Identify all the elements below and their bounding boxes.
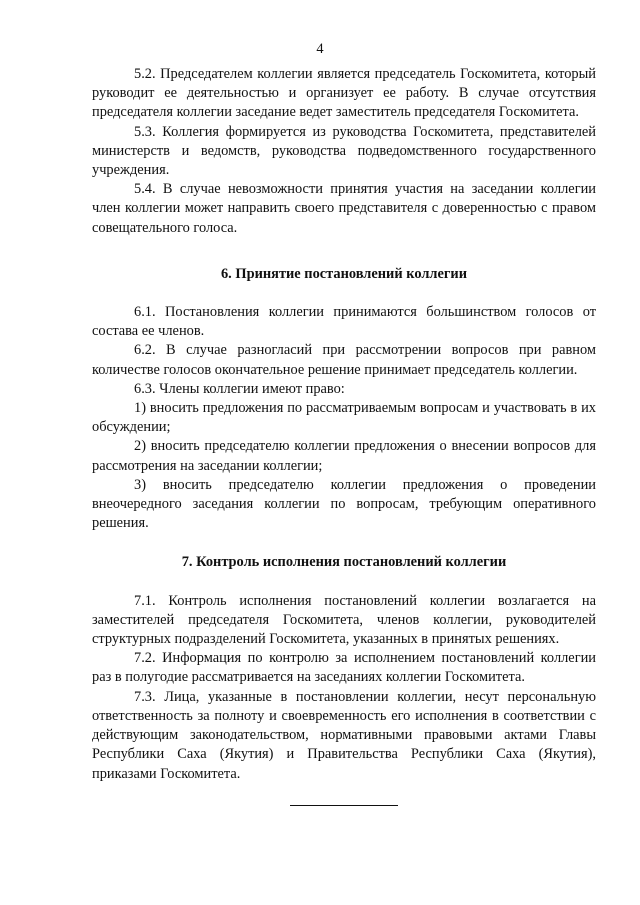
paragraph-6-1: 6.1. Постановления коллегии принимаются большинством голосов от состава ее членов.	[92, 304, 596, 340]
paragraph-7-2: 7.2. Информация по контролю за исполнением постановлений коллегии раз в полугодие рассматривается на заседаниях коллегии Госкомитета.	[92, 650, 596, 686]
section-7-heading: 7. Контроль исполнения постановлений коллегии	[181, 554, 507, 571]
section-6-heading: 6. Принятие постановлений коллегии	[220, 265, 468, 282]
page-number: 4	[316, 41, 324, 57]
paragraph-5-4: 5.4. В случае невозможности принятия участия на заседании коллегии член коллегии может направить своего представителя с доверенностью с правом совещательного голоса.	[92, 181, 596, 236]
paragraph-7-1: 7.1. Контроль исполнения постановлений коллегии возлагается на заместителей председателя Госкомитета, членов коллегии, руководителей структурных подразделений Госкомитета, указанных в принятых решениях.	[92, 592, 596, 648]
paragraph-5-2: 5.2. Председателем коллегии является председатель Госкомитета, который руководит ее деятельностью и организует ее работу. В случае отсутствия председателя коллегии заседание ведет заместитель председателя Госкомитета.	[92, 66, 596, 121]
paragraph-5-3: 5.3. Коллегия формируется из руководства Госкомитета, представителей министерств и ведомств, руководства подведомственного государственного учреждения.	[92, 123, 596, 179]
paragraph-7-3: 7.3. Лица, указанные в постановлении коллегии, несут персональную ответственность за полноту и своевременность его исполнения в соответствии с действующим законодательством, нормативными правовыми актами Главы Республики Саха (Якутия) и Правительства Республики Саха (Якутия), приказами Госкомитета.	[92, 688, 596, 782]
end-of-document-line	[290, 805, 398, 806]
list-item-6-3-3: 3) вносить председателю коллегии предложения о проведении внеочередного заседания коллегии по вопросам, требующим оперативного решения.	[92, 476, 596, 532]
list-item-6-3-1: 1) вносить предложения по рассматриваемым вопросам и участвовать в их обсуждении;	[92, 400, 596, 436]
list-item-6-3-2: 2) вносить председателю коллегии предложения о внесении вопросов для рассмотрения на заседании коллегии;	[92, 438, 596, 474]
paragraph-6-3: 6.3. Члены коллегии имеют право:	[134, 380, 345, 397]
paragraph-6-2: 6.2. В случае разногласий при рассмотрении вопросов при равном количестве голосов окончательное решение принимает председатель коллегии.	[92, 342, 596, 378]
document-body	[92, 65, 596, 806]
